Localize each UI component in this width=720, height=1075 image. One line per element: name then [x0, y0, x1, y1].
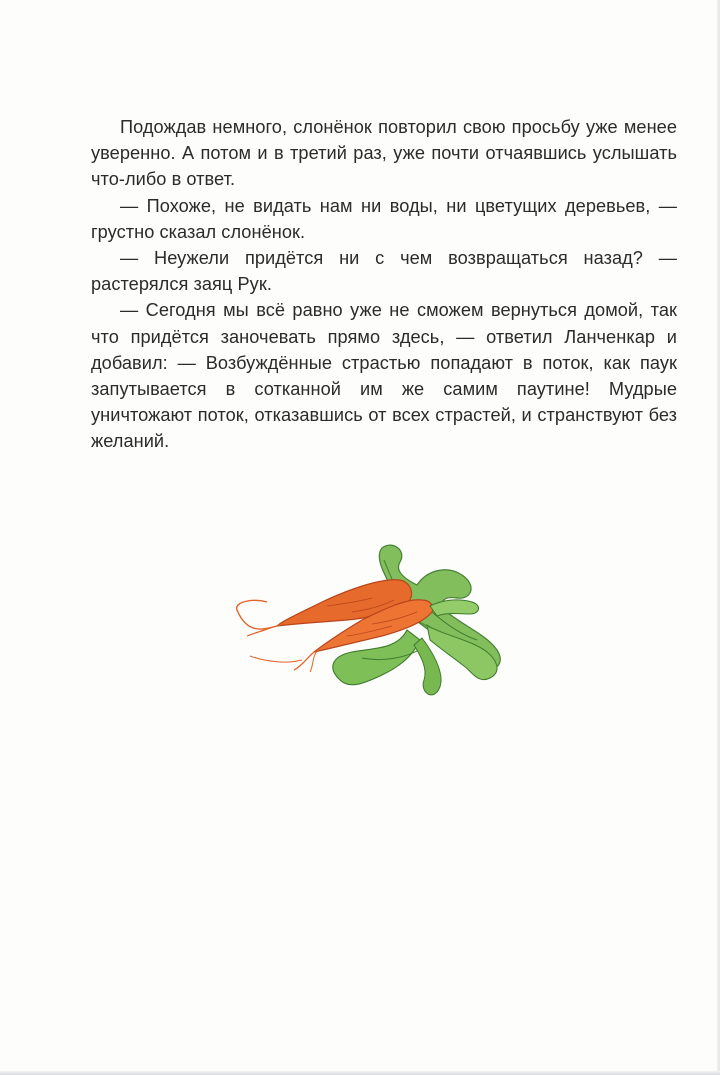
paragraph-4: — Сегодня мы всё равно уже не сможем вернуться домой, так что придётся заночевать прямо здесь, — ответил Ланченкар и добавил: — Возбуждённые страстью попадают в поток, как паук запутывается в сотканной им же самим паутине! Мудрые уничтожают поток, отказавшись от всех страстей, и странствуют без желаний.: [91, 300, 677, 452]
carrot-illustration-icon: [232, 540, 542, 700]
page-text: [91, 114, 677, 455]
paragraph-3: — Неужели придётся ни с чем возвращаться назад? — растерялся заяц Рук.: [91, 248, 677, 295]
page-bottom-edge: [0, 1071, 720, 1075]
carrots-drawing: [232, 540, 542, 700]
paragraph-2: — Похоже, не видать нам ни воды, ни цветущих деревьев, — грустно сказал слонёнок.: [91, 195, 677, 242]
paragraph-1: Подождав немного, слонёнок повторил свою просьбу уже менее уверенно. А потом и в третий раз, уже почти отчаявшись услышать что-либо в ответ.: [91, 117, 677, 190]
